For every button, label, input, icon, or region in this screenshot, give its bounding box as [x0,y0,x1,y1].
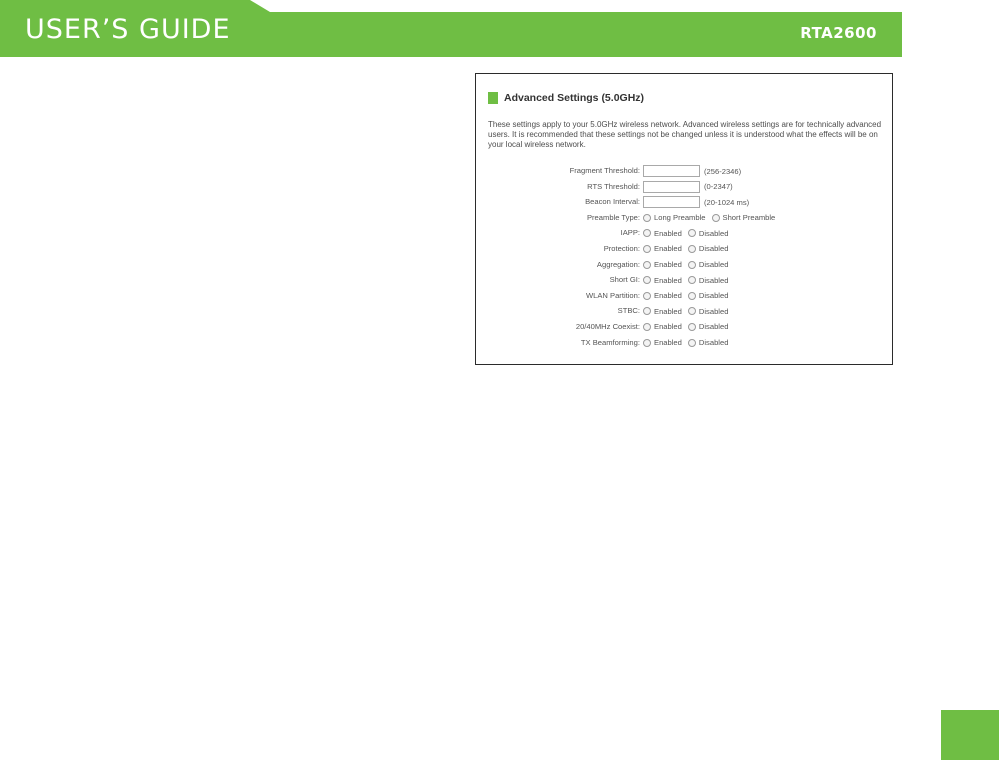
heading-square-icon [488,92,498,104]
tx-beamforming-row [476,336,893,352]
preamble-type-label: Preamble Type: [586,212,640,222]
beacon-interval-label: Beacon Interval: [585,197,640,207]
stbc-enabled-radio[interactable] [643,307,651,315]
tx-beamforming-disabled-label: Disabled [698,338,729,348]
protection-enabled-radio[interactable] [643,245,651,253]
aggregation-enabled-option[interactable] [643,260,682,269]
iapp-label: IAPP: [620,228,640,238]
aggregation-label: Aggregation: [596,259,640,269]
wlan-partition-label: WLAN Partition: [585,290,640,300]
rts-threshold-input[interactable] [643,181,700,193]
long-preamble-label: Long Preamble [654,213,706,223]
protection-row [476,242,893,258]
short-gi-disabled-label: Disabled [698,275,729,285]
panel-heading [488,91,644,105]
fragment-threshold-input[interactable] [643,165,700,177]
iapp-disabled-radio[interactable] [688,229,696,237]
guide-title: USER’S GUIDE [25,14,231,45]
short-gi-label: Short GI: [609,275,640,285]
aggregation-disabled-radio[interactable] [688,261,696,269]
wlan-partition-enabled-option[interactable] [643,291,682,300]
short-preamble-radio[interactable] [712,214,720,222]
coexist-enabled-radio[interactable] [643,323,651,331]
stbc-enabled-label: Enabled [654,306,682,316]
aggregation-disabled-label: Disabled [698,260,729,270]
protection-disabled-radio[interactable] [688,245,696,253]
advanced-settings-screenshot [475,73,893,365]
fragment-threshold-hint: (256-2346) [704,166,742,176]
coexist-label: 20/40MHz Coexist: [575,321,640,331]
iapp-enabled-radio[interactable] [643,229,651,237]
short-gi-enabled-option[interactable] [643,276,682,285]
coexist-enabled-option[interactable] [643,322,682,331]
coexist-disabled-option[interactable] [688,322,729,331]
settings-form [476,164,893,351]
stbc-disabled-radio[interactable] [688,307,696,315]
tx-beamforming-disabled-radio[interactable] [688,339,696,347]
wlan-partition-disabled-radio[interactable] [688,292,696,300]
wlan-partition-disabled-label: Disabled [698,291,729,301]
long-preamble-radio[interactable] [643,214,651,222]
model-name: RTA2600 [800,24,877,42]
wlan-partition-enabled-label: Enabled [654,291,682,301]
beacon-interval-row [476,195,893,211]
short-gi-row [476,273,893,289]
short-gi-disabled-radio[interactable] [688,276,696,284]
rts-threshold-row [476,180,893,196]
iapp-disabled-option[interactable] [688,229,729,238]
iapp-enabled-option[interactable] [643,229,682,238]
short-gi-disabled-option[interactable] [688,276,729,285]
aggregation-disabled-option[interactable] [688,260,729,269]
aggregation-enabled-label: Enabled [654,260,682,270]
tx-beamforming-enabled-radio[interactable] [643,339,651,347]
preamble-type-row [476,211,893,227]
aggregation-row [476,258,893,274]
short-gi-enabled-label: Enabled [654,275,682,285]
protection-label: Protection: [603,243,640,253]
short-gi-enabled-radio[interactable] [643,276,651,284]
coexist-disabled-label: Disabled [698,322,729,332]
stbc-enabled-option[interactable] [643,307,682,316]
wlan-partition-enabled-radio[interactable] [643,292,651,300]
rts-threshold-hint: (0-2347) [704,182,733,192]
panel-heading-text: Advanced Settings (5.0GHz) [504,92,645,104]
tx-beamforming-label: TX Beamforming: [580,337,640,347]
fragment-threshold-label: Fragment Threshold: [569,166,640,175]
page-corner-block [941,710,999,760]
tx-beamforming-enabled-option[interactable] [643,338,682,347]
panel-description: These settings apply to your 5.0GHz wireless network. Advanced wireless settings are for technically advanced users. It is recommended that these settings not be changed unless it is understood what the effects will be on your local wireless network. [488,120,882,149]
fragment-threshold-row [476,164,893,180]
short-preamble-option[interactable] [712,213,776,222]
rts-threshold-label: RTS Threshold: [587,181,640,191]
iapp-disabled-label: Disabled [698,228,729,238]
tx-beamforming-disabled-option[interactable] [688,338,729,347]
coexist-enabled-label: Enabled [654,322,682,332]
tx-beamforming-enabled-label: Enabled [654,338,682,348]
beacon-interval-input[interactable] [643,196,700,208]
protection-disabled-label: Disabled [698,244,729,254]
protection-enabled-label: Enabled [654,244,682,254]
iapp-enabled-label: Enabled [654,228,682,238]
wlan-partition-disabled-option[interactable] [688,291,729,300]
stbc-disabled-option[interactable] [688,307,729,316]
stbc-row [476,304,893,320]
stbc-label: STBC: [617,306,640,316]
protection-enabled-option[interactable] [643,244,682,253]
coexist-disabled-radio[interactable] [688,323,696,331]
coexist-row [476,320,893,336]
protection-disabled-option[interactable] [688,244,729,253]
iapp-row [476,226,893,242]
beacon-interval-hint: (20-1024 ms) [704,197,750,207]
short-preamble-label: Short Preamble [722,213,776,223]
aggregation-enabled-radio[interactable] [643,261,651,269]
header-banner [0,0,902,57]
wlan-partition-row [476,289,893,305]
stbc-disabled-label: Disabled [698,306,729,316]
long-preamble-option[interactable] [643,213,706,222]
